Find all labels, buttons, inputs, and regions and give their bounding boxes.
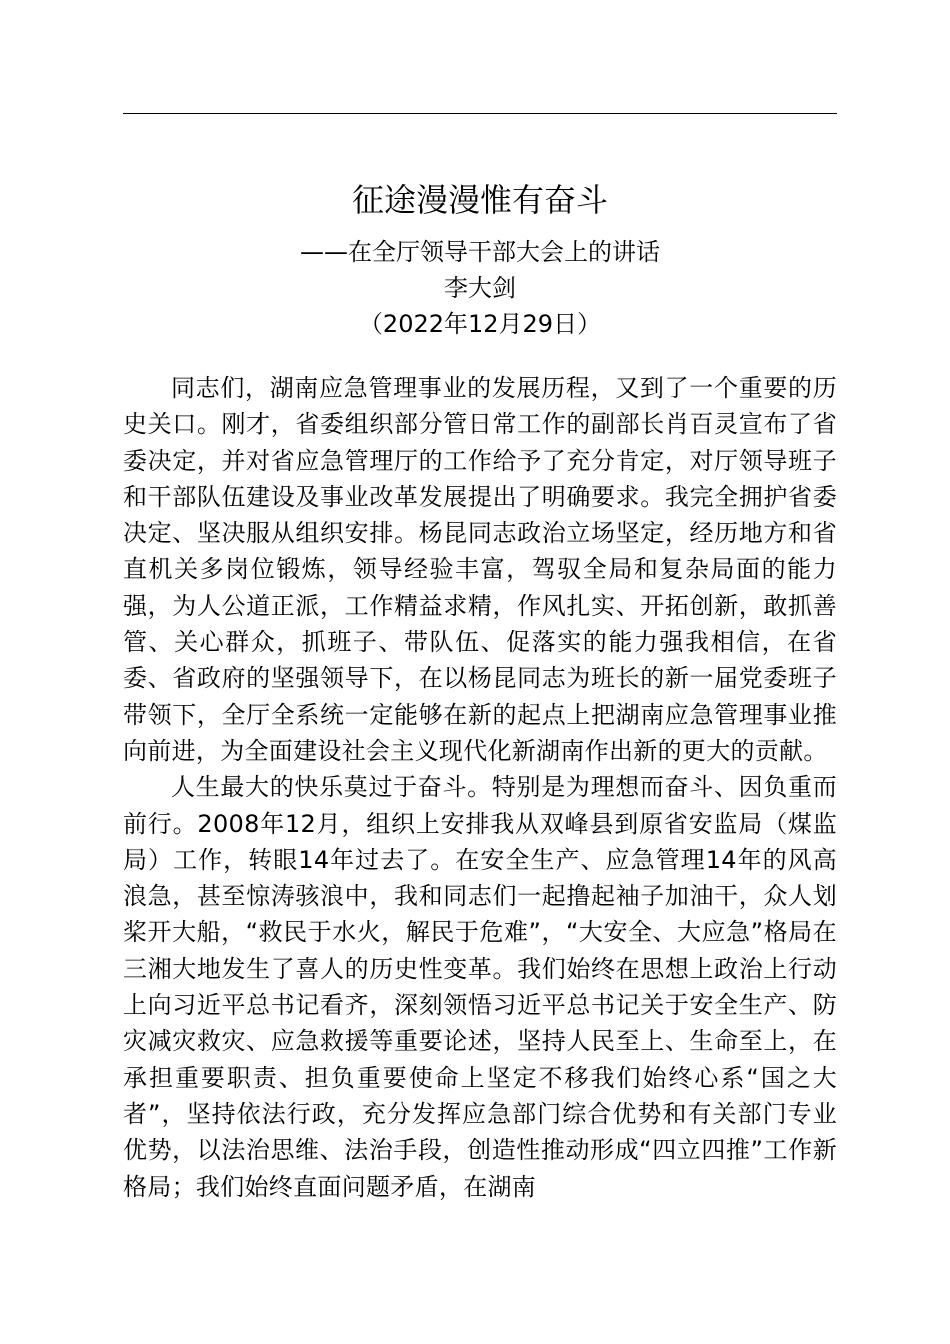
document-date: （2022年12月29日）: [358, 310, 602, 338]
body-paragraph: 同志们，湖南应急管理事业的发展历程，又到了一个重要的历史关口。刚才，省委组织部分管日常工作的副部长肖百灵宣布了省委决定，并对省应急管理厅的工作给予了充分肯定，对厅领导班子和干部队伍建设及事业改革发展提出了明确要求。我完全拥护省委决定、坚决服从组织安排。杨昆同志政治立场坚定，经历地方和省直机关多岗位锻炼，领导经验丰富，驾驭全局和复杂局面的能力强，为人公道正派，工作精益求精，作风扎实、开拓创新，敢抓善管、关心群众，抓班子、带队伍、促落实的能力强我相信，在省委、省政府的坚强领导下，在以杨昆同志为班长的新一届党委班子带领下，全厅全系统一定能够在新的起点上把湖南应急管理事业推向前进，为全面建设社会主义现代化新湖南作出新的更大的贡献。: [123, 374, 837, 765]
document-subtitle: ——在全厅领导干部大会上的讲话: [300, 238, 660, 266]
document-body: [123, 370, 837, 1210]
body-paragraph: 人生最大的快乐莫过于奋斗。特别是为理想而奋斗、因负重而前行。2008年12月，组织上安排我从双峰县到原省安监局（煤监局）工作，转眼14年过去了。在安全生产、应急管理14年的风高浪急，甚至惊涛骇浪中，我和同志们一起撸起袖子加油干，众人划桨开大船，“救民于水火，解民于危难”，“大安全、大应急”格局在三湘大地发生了喜人的历史性变革。我们始终在思想上政治上行动上向习近平总书记看齐，深刻领悟习近平总书记关于安全生产、防灾减灾救灾、应急救援等重要论述，坚持人民至上、生命至上，在承担重要职责、担负重要使命上坚定不移我们始终心系“国之大者”，坚持依法行政，充分发挥应急部门综合优势和有关部门专业优势，以法治思维、法治手段，创造性推动形成“四立四推”工作新格局；我们始终直面问题矛盾，在湖南: [123, 773, 837, 1201]
document-author: 李大剑: [444, 274, 516, 302]
header-rule: [123, 113, 837, 114]
document-title: 征途漫漫惟有奋斗: [351, 181, 608, 219]
